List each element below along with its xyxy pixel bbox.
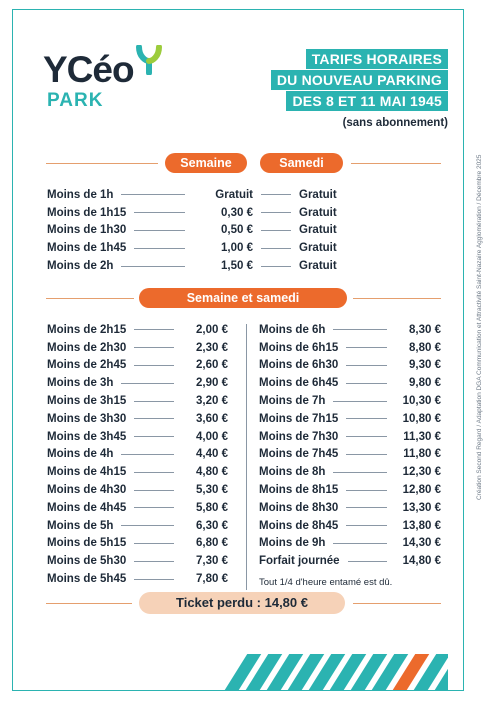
price-value: 7,80 € xyxy=(196,573,228,586)
duration-label: Moins de 2h15 xyxy=(47,323,127,336)
duration-label: Moins de 3h15 xyxy=(47,395,127,408)
leader-line xyxy=(261,230,291,231)
price-value: 12,30 € xyxy=(402,466,441,479)
price-value: 3,60 € xyxy=(196,412,228,425)
duration-label: Moins de 7h15 xyxy=(259,412,339,425)
divider-line xyxy=(46,603,132,604)
title-line-2: DU NOUVEAU PARKING xyxy=(271,70,448,90)
duration-label: Moins de 1h30 xyxy=(47,224,127,237)
leader-line xyxy=(261,266,291,267)
leader-line xyxy=(346,436,387,437)
leader-line xyxy=(134,472,174,473)
price-row xyxy=(47,499,228,517)
leader-line xyxy=(348,561,387,562)
duration-label: Moins de 4h45 xyxy=(47,501,127,514)
price-row xyxy=(259,446,441,464)
duration-label: Moins de 4h15 xyxy=(47,466,127,479)
leader-line xyxy=(121,194,185,195)
leader-line xyxy=(346,454,387,455)
price-row xyxy=(259,517,441,535)
duration-label: Moins de 8h45 xyxy=(259,519,339,532)
price-value: 8,30 € xyxy=(409,323,441,336)
price-row xyxy=(47,239,347,257)
price-value: 11,80 € xyxy=(403,448,441,461)
divider-line xyxy=(353,603,441,604)
leader-line xyxy=(261,194,291,195)
price-value: 0,30 € xyxy=(221,206,253,219)
leader-line xyxy=(261,212,291,213)
duration-label: Moins de 1h45 xyxy=(47,242,127,255)
price-value: 10,30 € xyxy=(402,395,441,408)
price-value: 1,50 € xyxy=(221,260,253,273)
leader-line xyxy=(333,472,387,473)
leader-line xyxy=(121,525,174,526)
divider-line xyxy=(353,298,441,299)
leader-line xyxy=(134,365,174,366)
duration-label: Moins de 8h xyxy=(259,466,326,479)
price-row xyxy=(47,392,228,410)
price-row xyxy=(47,517,228,535)
price-value: 11,30 € xyxy=(403,430,441,443)
price-value: 2,90 € xyxy=(196,377,228,390)
price-row xyxy=(47,357,228,375)
leader-line xyxy=(333,329,387,330)
divider-line xyxy=(46,163,158,164)
leader-line xyxy=(134,230,185,231)
duration-label: Moins de 1h xyxy=(47,188,114,201)
price-value: 6,30 € xyxy=(196,519,228,532)
price-value-samedi: Gratuit xyxy=(299,242,337,255)
leader-line xyxy=(346,347,387,348)
leader-line xyxy=(121,383,174,384)
price-value: 1,00 € xyxy=(221,242,253,255)
title-line-3: DES 8 ET 11 MAI 1945 xyxy=(286,91,448,111)
duration-label: Moins de 6h30 xyxy=(259,359,339,372)
logo-wordmark: YCéo xyxy=(43,51,162,88)
price-row xyxy=(259,321,441,339)
pill-samedi: Samedi xyxy=(260,153,343,173)
price-row xyxy=(47,204,347,222)
leader-line xyxy=(121,266,185,267)
pill-semaine-et-samedi: Semaine et samedi xyxy=(139,288,347,308)
duration-label: Moins de 4h30 xyxy=(47,484,127,497)
leader-line xyxy=(261,248,291,249)
price-row xyxy=(47,186,347,204)
price-value: 4,40 € xyxy=(196,448,228,461)
logo-park-text: PARK xyxy=(47,90,104,111)
price-row xyxy=(47,463,228,481)
leader-line xyxy=(134,329,174,330)
leader-line xyxy=(333,543,387,544)
price-row xyxy=(47,535,228,553)
leader-line xyxy=(134,347,174,348)
price-value: 10,80 € xyxy=(402,412,441,425)
divider-line xyxy=(351,163,441,164)
price-row xyxy=(259,552,441,570)
duration-label: Moins de 2h45 xyxy=(47,359,127,372)
price-value: 0,50 € xyxy=(221,224,253,237)
duration-label: Moins de 6h xyxy=(259,323,326,336)
price-row xyxy=(47,481,228,499)
duration-label: Moins de 6h45 xyxy=(259,377,339,390)
price-row xyxy=(47,339,228,357)
price-value: 12,80 € xyxy=(402,484,441,497)
price-row xyxy=(259,499,441,517)
credit-text: Création Second Regard / Adaptation DGA Communication et Attractivité Saint-Nazaire Agglomération / Décembre 2025 xyxy=(476,154,483,500)
duration-label: Moins de 4h xyxy=(47,448,114,461)
duration-label: Moins de 5h45 xyxy=(47,573,127,586)
leader-line xyxy=(346,490,387,491)
price-row xyxy=(47,374,228,392)
price-value: 8,80 € xyxy=(409,341,441,354)
decorative-stripes xyxy=(224,654,448,690)
duration-label: Moins de 8h15 xyxy=(259,484,339,497)
leader-line xyxy=(134,418,174,419)
price-row xyxy=(259,392,441,410)
price-value: 7,30 € xyxy=(196,555,228,568)
price-row xyxy=(47,257,347,275)
title-subtitle: (sans abonnement) xyxy=(342,117,448,129)
leader-line xyxy=(134,248,185,249)
duration-label: Moins de 2h30 xyxy=(47,341,127,354)
duration-label: Moins de 3h xyxy=(47,377,114,390)
duration-label: Moins de 2h xyxy=(47,260,114,273)
duration-label: Moins de 9h xyxy=(259,537,326,550)
leader-line xyxy=(134,579,174,580)
price-row xyxy=(259,481,441,499)
price-row xyxy=(259,357,441,375)
price-row xyxy=(47,428,228,446)
leader-line xyxy=(134,490,174,491)
price-row xyxy=(47,321,228,339)
title-line-1: TARIFS HORAIRES xyxy=(306,49,448,69)
price-row xyxy=(259,410,441,428)
price-value: 5,30 € xyxy=(196,484,228,497)
duration-label: Moins de 8h30 xyxy=(259,501,339,514)
price-value: 6,80 € xyxy=(196,537,228,550)
price-value: 2,30 € xyxy=(196,341,228,354)
price-value: 9,80 € xyxy=(409,377,441,390)
lost-ticket-badge: Ticket perdu : 14,80 € xyxy=(139,592,345,614)
duration-label: Moins de 7h45 xyxy=(259,448,339,461)
duration-label: Moins de 6h15 xyxy=(259,341,339,354)
duration-label: Moins de 5h30 xyxy=(47,555,127,568)
price-row xyxy=(47,222,347,240)
price-value: 14,30 € xyxy=(402,537,441,550)
duration-label: Moins de 5h15 xyxy=(47,537,127,550)
price-value-samedi: Gratuit xyxy=(299,260,337,273)
leader-line xyxy=(346,507,387,508)
price-value: 2,00 € xyxy=(196,323,228,336)
price-value-samedi: Gratuit xyxy=(299,224,337,237)
duration-label: Moins de 7h30 xyxy=(259,430,339,443)
duration-label: Forfait journée xyxy=(259,555,340,568)
price-row xyxy=(47,552,228,570)
duration-label: Moins de 5h xyxy=(47,519,114,532)
leader-line xyxy=(134,401,174,402)
leader-line xyxy=(346,418,387,419)
price-row xyxy=(259,428,441,446)
duration-label: Moins de 1h15 xyxy=(47,206,127,219)
leader-line xyxy=(333,401,387,402)
leader-line xyxy=(346,365,387,366)
price-value: Gratuit xyxy=(215,188,253,201)
column-separator xyxy=(246,324,247,590)
logo-y-icon xyxy=(136,45,162,75)
price-value: 9,30 € xyxy=(409,359,441,372)
price-row xyxy=(47,570,228,588)
duration-label: Moins de 3h45 xyxy=(47,430,127,443)
leader-line xyxy=(134,436,174,437)
price-value: 13,80 € xyxy=(402,519,441,532)
price-row xyxy=(47,410,228,428)
price-value: 5,80 € xyxy=(196,501,228,514)
duration-label: Moins de 3h30 xyxy=(47,412,127,425)
leader-line xyxy=(346,383,387,384)
tariff-card xyxy=(12,9,464,691)
leader-line xyxy=(134,561,174,562)
price-value-samedi: Gratuit xyxy=(299,206,337,219)
title-block xyxy=(271,49,448,129)
price-value: 13,30 € xyxy=(402,501,441,514)
price-row xyxy=(259,374,441,392)
price-row xyxy=(259,535,441,553)
price-row xyxy=(259,463,441,481)
price-row xyxy=(47,446,228,464)
leader-line xyxy=(134,212,185,213)
price-value: 4,00 € xyxy=(196,430,228,443)
price-value: 4,80 € xyxy=(196,466,228,479)
note-text: Tout 1/4 d'heure entamé est dû. xyxy=(259,577,393,588)
price-row xyxy=(259,339,441,357)
price-value: 3,20 € xyxy=(196,395,228,408)
leader-line xyxy=(121,454,174,455)
duration-label: Moins de 7h xyxy=(259,395,326,408)
leader-line xyxy=(134,507,174,508)
leader-line xyxy=(134,543,174,544)
price-value: 14,80 € xyxy=(402,555,441,568)
yceo-park-logo xyxy=(43,51,162,112)
pill-semaine: Semaine xyxy=(165,153,247,173)
divider-line xyxy=(46,298,134,299)
price-value: 2,60 € xyxy=(196,359,228,372)
price-value-samedi: Gratuit xyxy=(299,188,337,201)
leader-line xyxy=(346,525,387,526)
